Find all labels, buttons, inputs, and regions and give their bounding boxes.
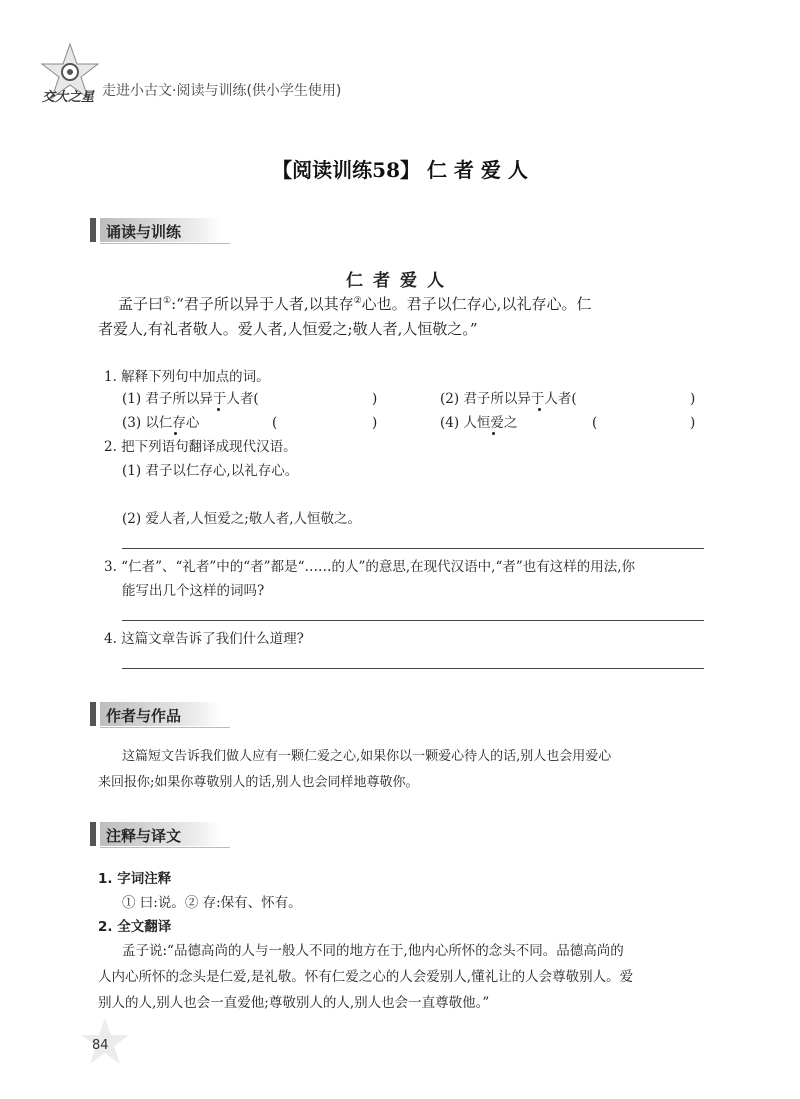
answer-line	[122, 668, 704, 669]
paren-close: )	[372, 415, 378, 431]
notes-heading-2: 2. 全文翻译	[98, 919, 172, 935]
author-text-line-2: 来回报你;如果你尊敬别人的话,别人也会同样地尊敬你。	[98, 775, 419, 790]
translation-line-2: 人内心所怀的念头是仁爱,是礼敬。怀有仁爱之心的人会爱别人,懂礼让的人会尊敬别人。爱	[98, 969, 634, 985]
paren-open: (	[272, 415, 278, 431]
answer-line	[122, 548, 704, 549]
page-number: 84	[92, 1038, 109, 1053]
passage-line-1: 孟子曰①:“君子所以异于人者,以其存②心也。君子以仁存心,以礼存心。仁	[118, 295, 592, 313]
question-2-2: (2) 爱人者,人恒爱之;敬人者,人恒敬之。	[122, 511, 362, 527]
section-label: 注释与译文	[106, 827, 182, 845]
footnote-ref: ②	[353, 296, 362, 306]
section-header-recite	[90, 218, 230, 242]
section-header-notes	[90, 822, 230, 846]
brand-logo-text: 交大之星	[42, 90, 95, 105]
question-1-3: (3) 以仁存心	[122, 415, 200, 431]
answer-line	[122, 620, 704, 621]
translation-line-1: 孟子说:“品德高尚的人与一般人不同的地方在于,他内心所怀的念头不同。品德高尚的	[122, 943, 624, 959]
passage-line-2: 者爱人,有礼者敬人。爱人者,人恒爱之;敬人者,人恒敬之。”	[98, 320, 478, 338]
emphasis-dot	[538, 408, 541, 411]
section-label: 作者与作品	[106, 707, 182, 725]
question-2-1: (1) 君子以仁存心,以礼存心。	[122, 463, 299, 479]
section-header-author	[90, 702, 230, 726]
page-title: 【阅读训练58】 仁 者 爱 人	[272, 158, 528, 182]
question-3-line-2: 能写出几个这样的词吗?	[122, 583, 265, 599]
emphasis-dot	[217, 408, 220, 411]
series-title: 走进小古文·阅读与训练(供小学生使用)	[102, 83, 342, 99]
notes-heading-1: 1. 字词注释	[98, 871, 172, 887]
question-1-2: (2) 君子所以异于人者(	[440, 391, 577, 407]
emphasis-dot	[174, 432, 177, 435]
question-3-line-1: 3. “仁者”、“礼者”中的“者”都是“……的人”的意思,在现代汉语中,“者”也有这样的用法,你	[104, 559, 636, 575]
paren-close: )	[372, 391, 378, 407]
footnote-ref: ①	[163, 296, 172, 306]
question-4: 4. 这篇文章告诉了我们什么道理?	[104, 631, 304, 647]
question-1-4: (4) 人恒爱之	[440, 415, 518, 431]
paren-open: (	[592, 415, 598, 431]
question-2: 2. 把下列语句翻译成现代汉语。	[104, 439, 297, 455]
question-1: 1. 解释下列句中加点的词。	[104, 369, 270, 385]
notes-vocab: ① 曰:说。② 存:保有、怀有。	[122, 895, 302, 911]
section-label: 诵读与训练	[106, 223, 182, 241]
question-1-1: (1) 君子所以异于人者(	[122, 391, 259, 407]
emphasis-dot	[492, 432, 495, 435]
translation-line-3: 别人的人,别人也会一直爱他;尊敬别人的人,别人也会一直尊敬他。”	[98, 995, 490, 1011]
author-text-line-1: 这篇短文告诉我们做人应有一颗仁爱之心,如果你以一颗爱心待人的话,别人也会用爱心	[122, 749, 612, 764]
paren-close: )	[690, 391, 696, 407]
paren-close: )	[690, 415, 696, 431]
passage-title: 仁者爱人	[346, 271, 454, 291]
